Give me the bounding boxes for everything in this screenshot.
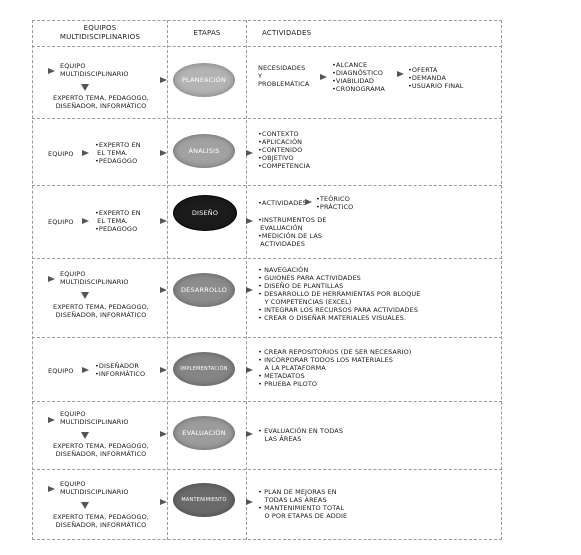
stage-diseno: DISEÑO	[173, 195, 237, 231]
stage-analisis: ÁNALISIS	[173, 134, 235, 168]
team-list: •EXPERTO EN EL TEMA. •PEDAGOGO	[95, 209, 141, 233]
team-list: •EXPERTO EN EL TEMA. •PEDAGOGO	[95, 141, 141, 165]
arrow-right-icon	[82, 150, 89, 156]
row-divider	[32, 469, 502, 470]
activity-list: •CONTEXTO •APLICACIÓN •CONTENIDO •OBJETIVO •COMPETENCIA	[258, 130, 311, 170]
row-divider	[32, 401, 502, 402]
arrow-right-icon	[246, 150, 253, 156]
arrow-right-icon	[82, 218, 89, 224]
team-list: •DISEÑADOR •INFORMÁTICO	[95, 362, 146, 378]
team-multidisciplinary: EQUIPO MULTIDISCIPLINARIO	[60, 62, 129, 78]
stage-planeacion: PLANEACIÓN	[173, 63, 235, 97]
activity-list: •INSTRUMENTOS DE EVALUACIÓN •MEDICIÓN DE LAS ACTIVIDADES	[258, 216, 327, 248]
column-divider	[246, 20, 247, 540]
arrow-right-icon	[160, 499, 167, 505]
team-multidisciplinary: EQUIPO MULTIDISCIPLINARIO	[60, 270, 129, 286]
row-divider	[32, 258, 502, 259]
team-multidisciplinary: EQUIPO MULTIDISCIPLINARIO	[60, 480, 129, 496]
activity-branch: •TEÓRICO •PRÁCTICO	[316, 195, 354, 211]
activity-list: • PLAN DE MEJORAS EN TODAS LAS ÁREAS • MANTENIMIENTO TOTAL O POR ETAPAS DE ADDIE	[258, 488, 348, 520]
arrow-down-icon	[81, 292, 89, 299]
team-members: EXPERTO TEMA, PEDAGOGO, DISEÑADOR, INFORMÁTICO	[53, 513, 149, 529]
arrow-right-icon	[246, 367, 253, 373]
header-stages: ETAPAS	[193, 29, 221, 37]
arrow-right-icon	[48, 276, 55, 282]
arrow-right-icon	[48, 486, 55, 492]
team-label: EQUIPO	[48, 150, 74, 158]
team-members: EXPERTO TEMA, PEDAGOGO, DISEÑADOR, INFORMÁTICO	[53, 442, 149, 458]
row-divider	[32, 337, 502, 338]
header-activities: ACTIVIDADES	[262, 29, 312, 37]
row-divider	[32, 118, 502, 119]
row-divider	[32, 46, 502, 47]
arrow-right-icon	[160, 287, 167, 293]
row-divider	[32, 185, 502, 186]
arrow-right-icon	[320, 74, 327, 80]
team-members: EXPERTO TEMA, PEDAGOGO, DISEÑADOR, INFORMÁTICO	[53, 94, 149, 110]
arrow-right-icon	[397, 71, 404, 77]
arrow-right-icon	[305, 199, 312, 205]
stage-mantenimiento: MANTENIMIENTO	[173, 483, 235, 517]
arrow-right-icon	[82, 367, 89, 373]
team-multidisciplinary: EQUIPO MULTIDISCIPLINARIO	[60, 410, 129, 426]
arrow-right-icon	[160, 431, 167, 437]
arrow-down-icon	[81, 84, 89, 91]
arrow-right-icon	[246, 287, 253, 293]
arrow-right-icon	[160, 367, 167, 373]
activity-scope-list: •ALCANCE •DIAGNÓSTICO •VIABILIDAD •CRONOGRAMA	[332, 61, 385, 93]
team-label: EQUIPO	[48, 218, 74, 226]
arrow-right-icon	[160, 218, 167, 224]
arrow-right-icon	[160, 150, 167, 156]
team-label: EQUIPO	[48, 367, 74, 375]
arrow-right-icon	[246, 499, 253, 505]
activity-list: • CREAR REPOSITORIOS (DE SER NECESARIO) • INCORPORAR TODOS LOS MATERIALES A LA PLATAFORMA • METADATOS • PRUEBA PILOTO	[258, 348, 412, 388]
stage-implementacion: IMPLEMENTACIÓN	[173, 352, 235, 386]
header-teams: EQUIPOS MULTIDISCIPLINARIOS	[59, 24, 141, 41]
activity-lead: •ACTIVIDADES	[258, 199, 307, 207]
stage-desarrollo: DESARROLLO	[173, 273, 235, 307]
arrow-right-icon	[160, 77, 167, 83]
stage-evaluacion: EVALUACIÓN	[173, 416, 235, 450]
arrow-down-icon	[81, 502, 89, 509]
arrow-right-icon	[246, 218, 253, 224]
arrow-right-icon	[48, 68, 55, 74]
activity-needs: NECESIDADES Y PROBLEMÁTICA	[258, 64, 310, 88]
arrow-down-icon	[81, 432, 89, 439]
team-members: EXPERTO TEMA, PEDAGOGO, DISEÑADOR, INFORMÁTICO	[53, 303, 149, 319]
activity-list: • EVALUACIÓN EN TODAS LAS ÁREAS	[258, 427, 344, 443]
activity-list: • NAVEGACIÓN • GUIONES PARA ACTIVIDADES • DISEÑO DE PLANTILLAS • DESARROLLO DE HERRAMIENTAS POR BLOQUE Y COMPETENCIAS (EXCEL) • INTEGRAR LOS RECURSOS PARA ACTIVIDADES • CREAR O DISEÑAR MATERIALES VISUALES.	[258, 266, 421, 322]
column-divider	[167, 20, 168, 540]
arrow-right-icon	[246, 431, 253, 437]
activity-offer-list: •OFERTA •DEMANDA •USUARIO FINAL	[408, 66, 464, 90]
arrow-right-icon	[48, 417, 55, 423]
